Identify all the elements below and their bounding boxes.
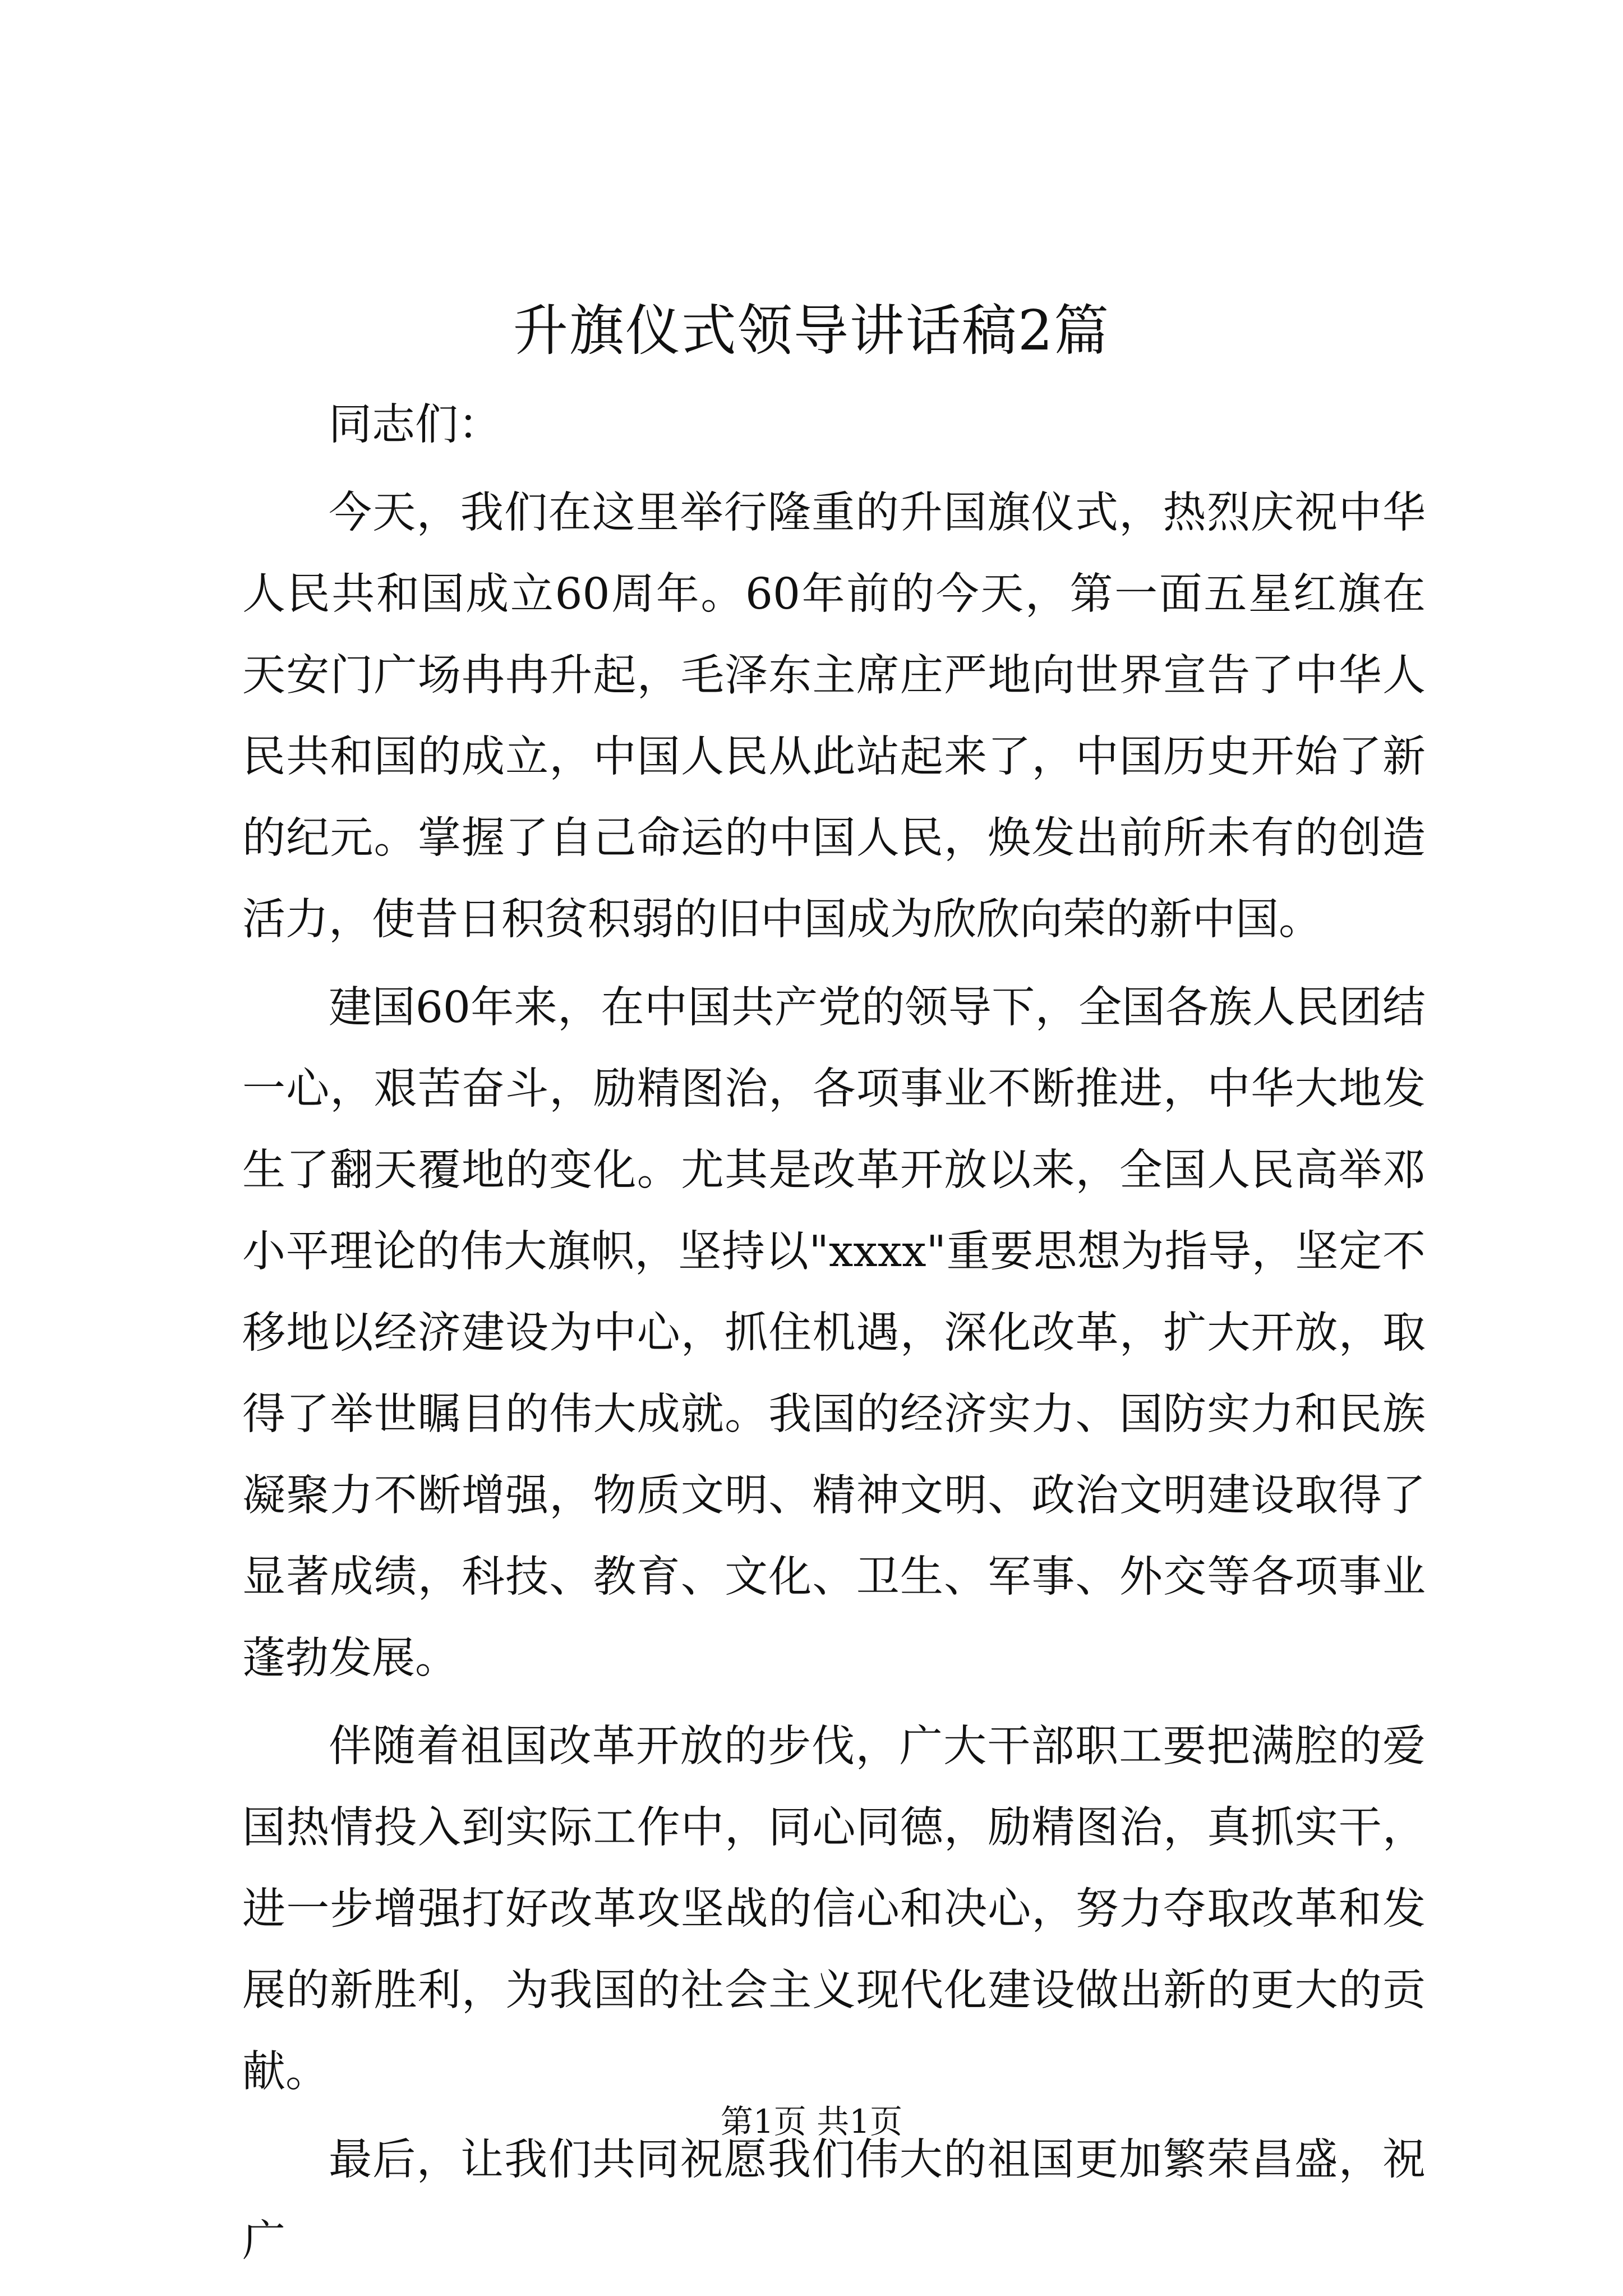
paragraph-1: 今天，我们在这里举行隆重的升国旗仪式，热烈庆祝中华人民共和国成立60周年。60年前的今天，第一面五星红旗在天安门广场冉冉升起，毛泽东主席庄严地向世界宣告了中华人民共和国的成立，中国人民从此站起来了，中国历史开始了新的纪元。掌握了自己命运的中国人民，焕发出前所未有的创造活力，使昔日积贫积弱的旧中国成为欣欣向荣的新中国。	[242, 488, 1426, 945]
page-footer	[0, 2099, 1623, 2144]
salutation: 同志们：	[329, 400, 501, 450]
document-title: 升旗仪式领导讲话稿2篇	[513, 299, 1110, 363]
paragraph-2: 建国60年来，在中国共产党的领导下，全国各族人民团结一心，艰苦奋斗，励精图治，各项事业不断推进，中华大地发生了翻天覆地的变化。尤其是改革开放以来，全国人民高举邓小平理论的伟大旗帜，坚持以"xxxx"重要思想为指导，坚定不移地以经济建设为中心，抓住机遇，深化改革，扩大开放，取得了举世瞩目的伟大成就。我国的经济实力、国防实力和民族凝聚力不断增强，物质文明、精神文明、政治文明建设取得了显著成绩，科技、教育、文化、卫生、军事、外交等各项事业蓬勃发展。	[242, 983, 1426, 1683]
paragraph-3: 伴随着祖国改革开放的步伐，广大干部职工要把满腔的爱国热情投入到实际工作中，同心同德，励精图治，真抓实干，进一步增强打好改革攻坚战的信心和决心，努力夺取改革和发展的新胜利，为我国的社会主义现代化建设做出新的更大的贡献。	[242, 1722, 1426, 2097]
page-number-label: 第1页 共1页	[720, 2102, 903, 2141]
document-body	[242, 384, 1426, 2282]
paragraph-4: 最后，让我们共同祝愿我们伟大的祖国更加繁荣昌盛，祝广	[242, 2135, 1426, 2266]
